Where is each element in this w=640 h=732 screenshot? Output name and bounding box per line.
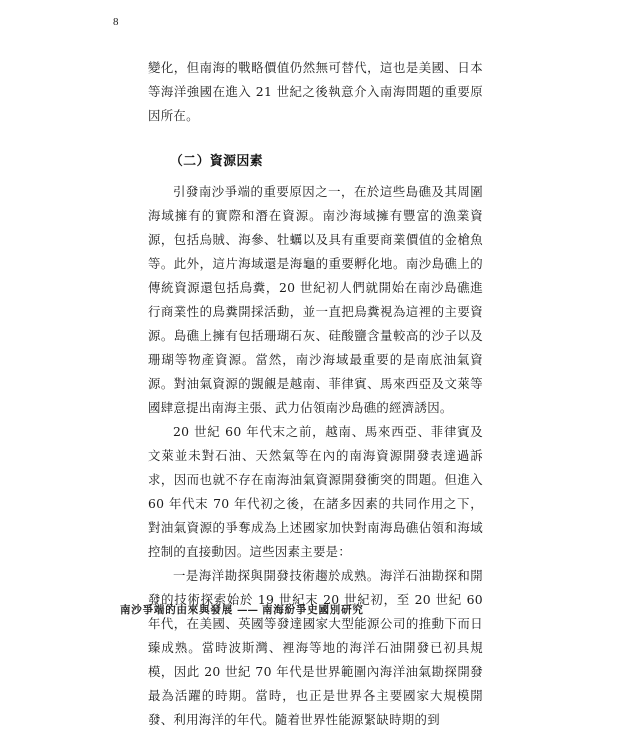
page-number: 8 bbox=[113, 16, 119, 28]
body-text bbox=[148, 56, 483, 732]
intro-paragraph: 變化，但南海的戰略價值仍然無可替代，這也是美國、日本等海洋強國在進入 21 世紀之後執意介入南海問題的重要原因所在。 bbox=[148, 60, 483, 123]
footer-separator: —— bbox=[237, 604, 258, 616]
running-footer bbox=[120, 603, 364, 617]
paragraph-technology: 一是海洋勘探與開發技術趨於成熟。海洋石油勘探和開發的技術探索始於 19 世紀末 20 世紀初，至 20 世紀 60 年代，在美國、英國等發達國家大型能源公司的推動下而日臻成熟。當時波斯灣、裡海等地的海洋石油開發已初具規模，因此 20 世紀 70 年代是世界範圍內海洋油氣勘探開發最為活躍的時期。當時，也正是世界各主要國家大規模開發、利用海洋的年代。隨着世界性能源緊缺時期的到 bbox=[148, 568, 483, 727]
footer-book-title: 南沙爭端的由來與發展 bbox=[120, 604, 233, 616]
footer-series-title: 南海紛爭史國別研究 bbox=[262, 604, 364, 616]
paragraph-resources: 引發南沙爭端的重要原因之一，在於這些島礁及其周圍海域擁有的實際和潛在資源。南沙海域擁有豐富的漁業資源，包括烏賊、海參、牡蠣以及具有重要商業價值的金槍魚等。此外，這片海域還是海龜的重要孵化地。南沙島礁上的傳統資源還包括鳥糞，20 世紀初人們就開始在南沙島礁進行商業性的鳥糞開採活動，並一直把鳥糞視為這裡的主要資源。島礁上擁有包括珊瑚石灰、硅酸鹽含量較高的沙子以及珊瑚等物產資源。當然，南沙海域最重要的是南底油氣資源。對油氣資源的覬覦是越南、菲律賓、馬來西亞及文萊等國肆意提出南海主張、武力佔領南沙島礁的經濟誘因。 bbox=[148, 184, 483, 415]
section-heading: （二）資源因素 bbox=[170, 154, 264, 169]
paragraph-1960s: 20 世紀 60 年代末之前，越南、馬來西亞、菲律賓及文萊並未對石油、天然氣等在內的南海資源開發表達過訴求，因而也就不存在南海油氣資源開發衝突的問題。但進入 60 年代末 70 年代初之後，在諸多因素的共同作用之下，對油氣資源的爭奪成為上述國家加快對南海島礁佔領和海域控制的直接動因。這些因素主要是： bbox=[148, 424, 483, 559]
